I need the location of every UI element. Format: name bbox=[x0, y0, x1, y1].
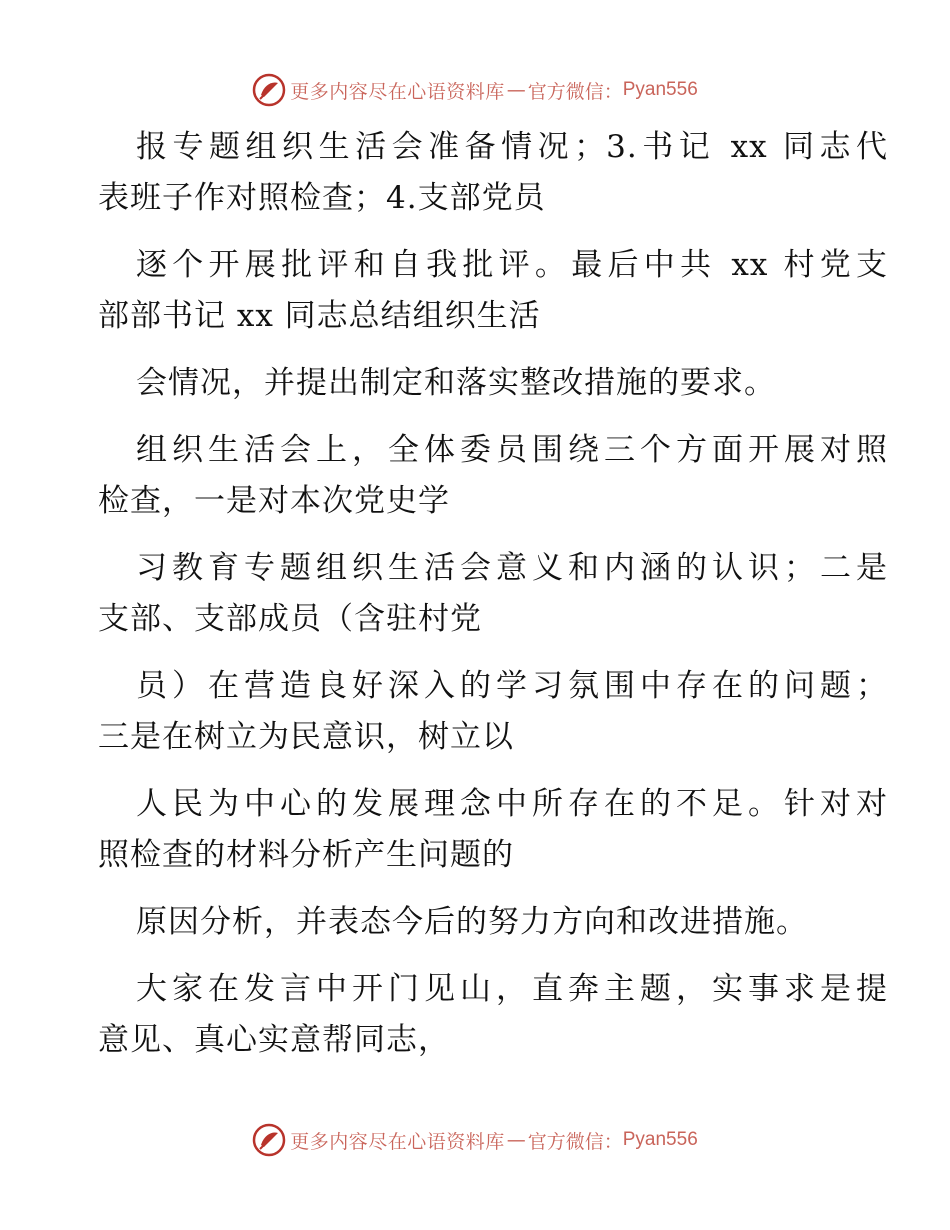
text-line: 检查，一是对本次党史学 bbox=[98, 483, 450, 519]
footer-wechat-id: Pyan556 bbox=[622, 1129, 698, 1150]
paragraph bbox=[98, 358, 858, 409]
text-line: 照检查的材料分析产生问题的 bbox=[98, 837, 514, 873]
paragraph bbox=[98, 240, 888, 342]
header-brand-text: 更多内容尽在心语资料库 bbox=[290, 80, 505, 103]
header-wechat-label: 官方微信： bbox=[527, 80, 623, 103]
text-line: 大家在发言中开门见山，直奔主题，实事求是提 bbox=[136, 971, 888, 1007]
paragraph bbox=[98, 425, 888, 527]
paragraph bbox=[98, 964, 888, 1066]
text-line: 三是在树立为民意识，树立以 bbox=[98, 719, 514, 755]
paragraph bbox=[98, 897, 858, 948]
text-line: 支部、支部成员（含驻村党 bbox=[98, 601, 482, 637]
text-line: 员）在营造良好深入的学习氛围中存在的问题； bbox=[136, 668, 888, 704]
text-line: 人民为中心的发展理念中所存在的不足。针对对 bbox=[136, 786, 888, 822]
text-line: 意见、真心实意帮同志， bbox=[98, 1022, 450, 1058]
footer-wechat-label: 官方微信： bbox=[527, 1130, 623, 1153]
brand-logo-icon bbox=[252, 1123, 286, 1157]
page-footer bbox=[0, 1120, 950, 1160]
header-wechat-id: Pyan556 bbox=[622, 79, 698, 100]
document-body bbox=[98, 122, 888, 1066]
paragraph bbox=[98, 661, 888, 763]
text-line: 习教育专题组织生活会意义和内涵的认识；二是 bbox=[136, 550, 888, 586]
text-line: 逐个开展批评和自我批评。最后中共 xx 村党支 bbox=[136, 247, 888, 283]
page-header bbox=[0, 70, 950, 110]
paragraph bbox=[98, 122, 888, 224]
paragraph bbox=[98, 543, 888, 645]
text-line: 表班子作对照检查；4.支部党员 bbox=[98, 180, 546, 216]
header-dash: — bbox=[506, 79, 526, 101]
brand-logo-icon bbox=[252, 73, 286, 107]
paragraph bbox=[98, 779, 888, 881]
text-line: 部部书记 xx 同志总结组织生活 bbox=[98, 298, 541, 334]
footer-dash: — bbox=[506, 1129, 526, 1151]
text-line: 会情况，并提出制定和落实整改措施的要求。 bbox=[136, 365, 776, 401]
text-line: 原因分析，并表态今后的努力方向和改进措施。 bbox=[136, 904, 808, 940]
footer-brand-text: 更多内容尽在心语资料库 bbox=[290, 1130, 505, 1153]
text-line: 报专题组织生活会准备情况；3.书记 xx 同志代 bbox=[136, 129, 888, 165]
text-line: 组织生活会上，全体委员围绕三个方面开展对照 bbox=[136, 432, 888, 468]
